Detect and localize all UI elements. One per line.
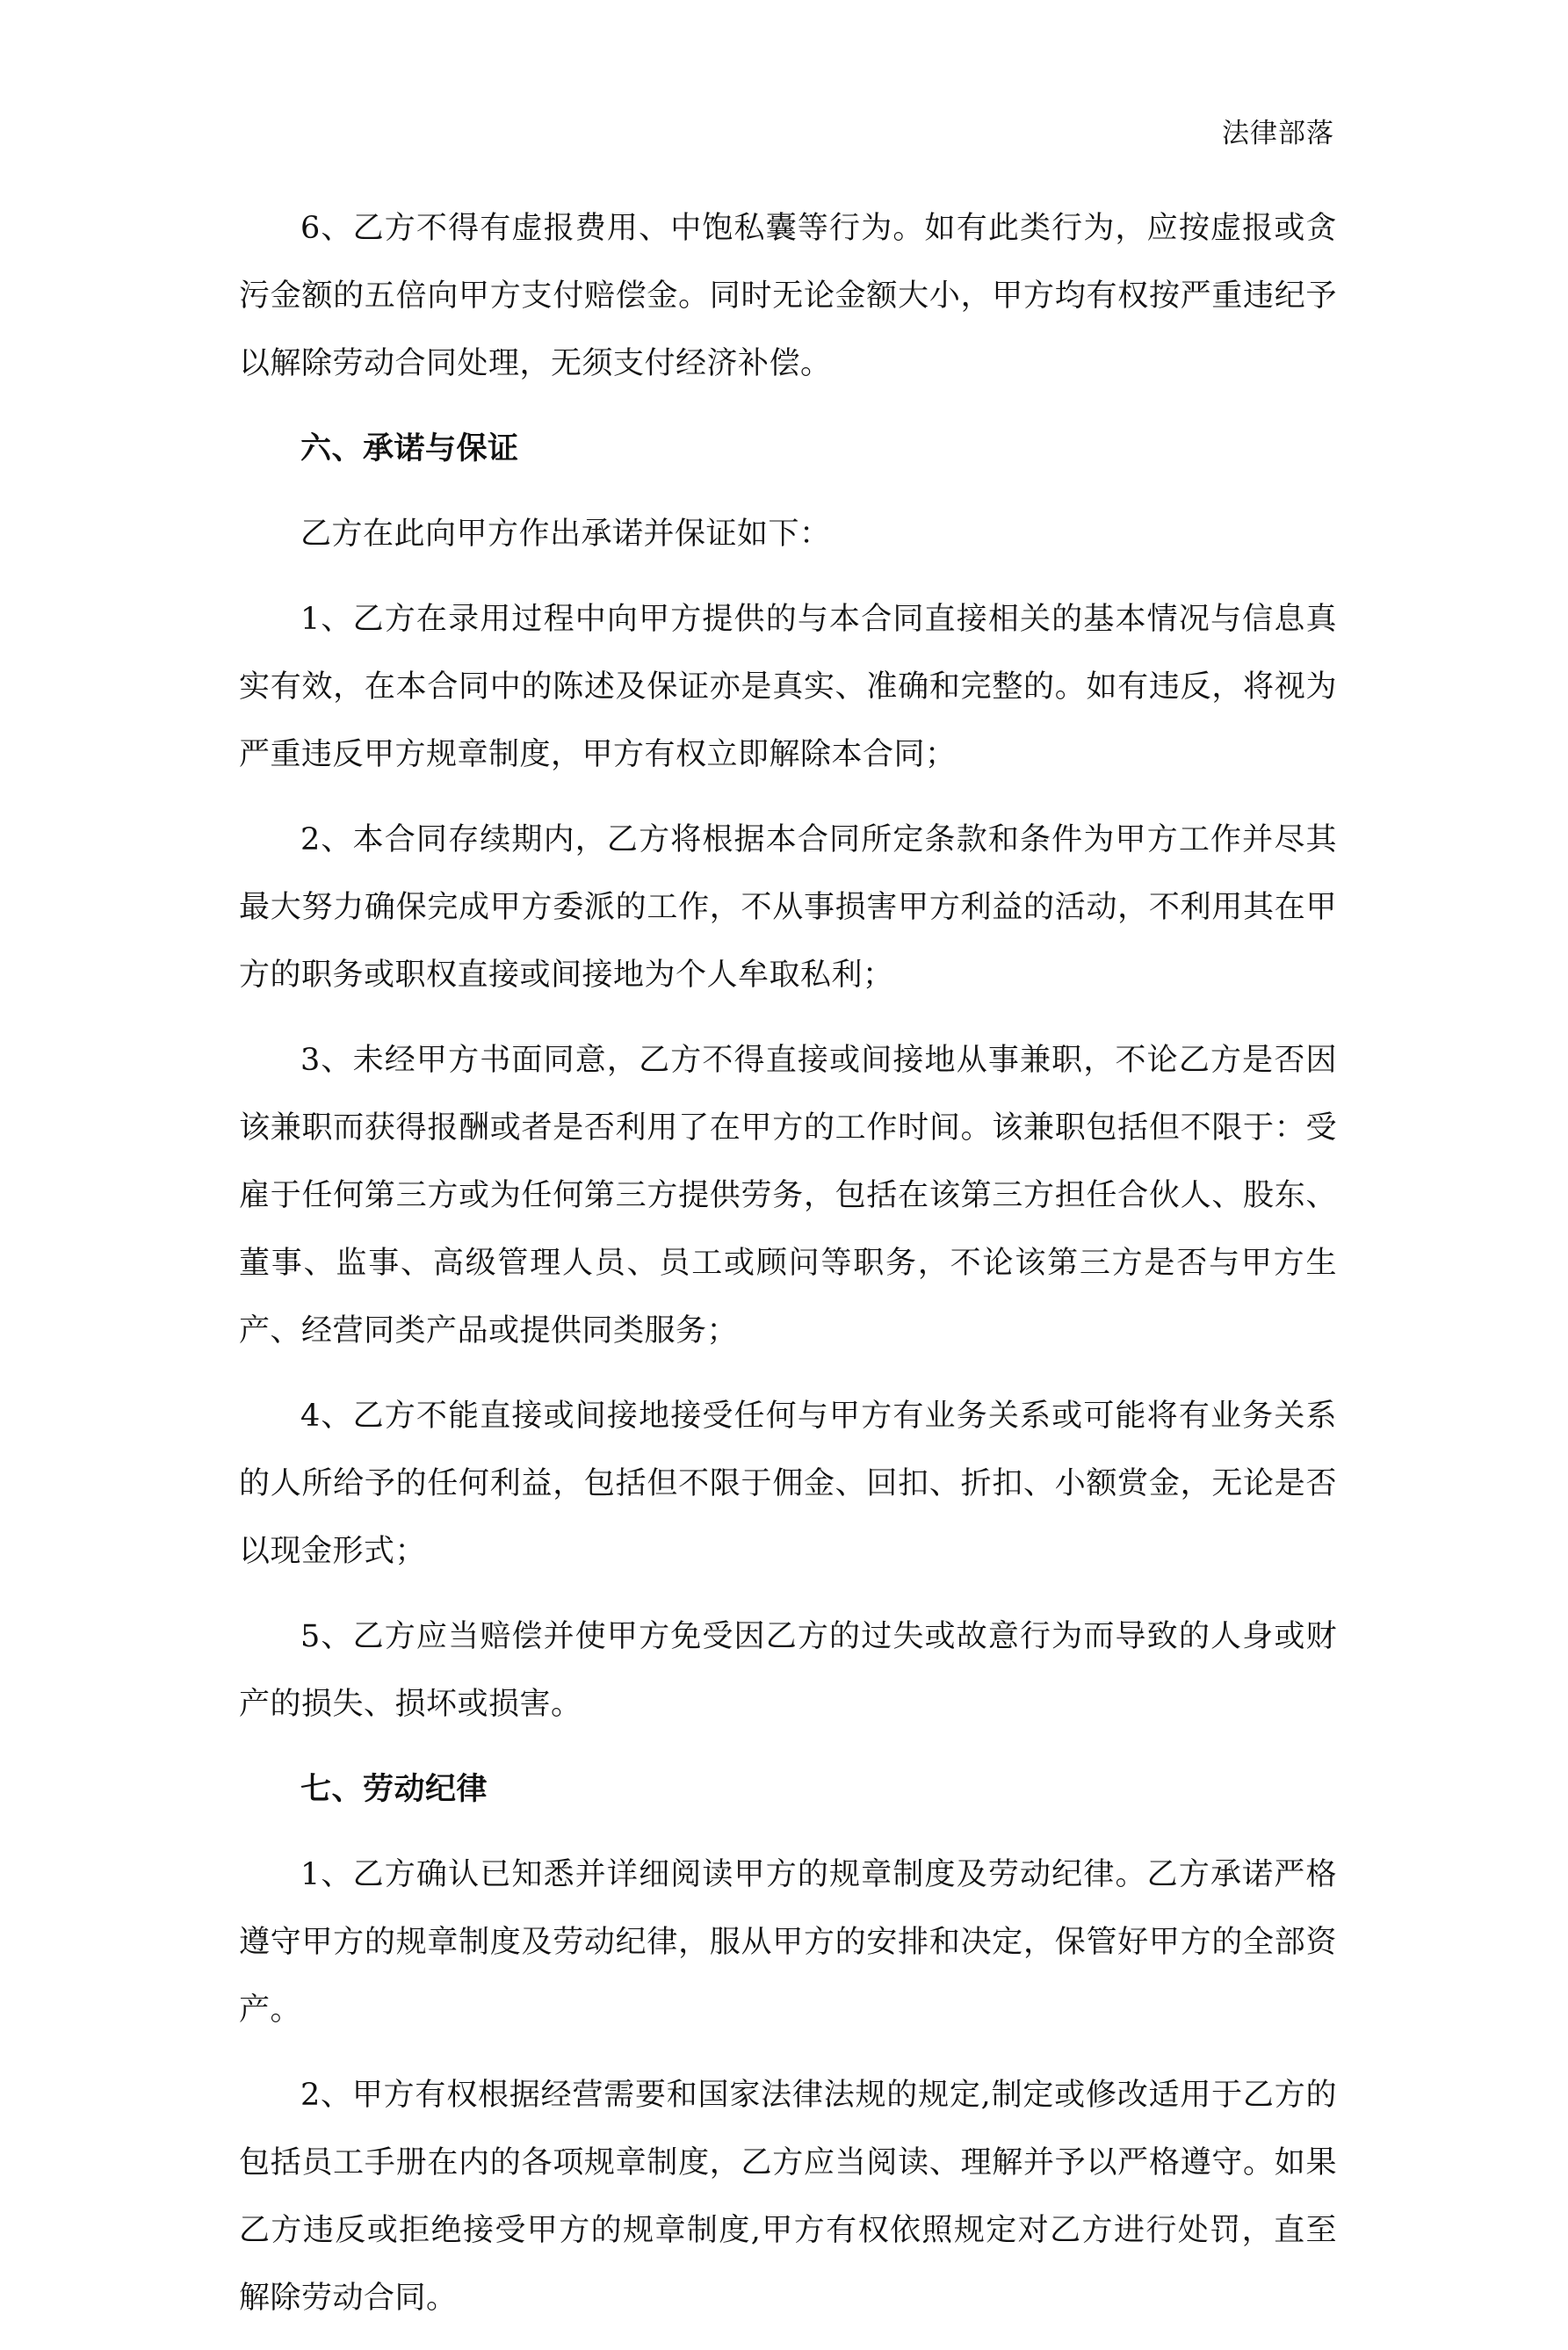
section-heading-6: 六、承诺与保证 [300,431,519,466]
document-body [239,195,1337,2350]
section-heading-7: 七、劳动纪律 [300,1772,488,1807]
clause-6-5: 5、乙方应当赔偿并使甲方免受因乙方的过失或故意行为而导致的人身或财产的损失、损坏或损害。 [239,1619,1337,1722]
page-header-brand: 法律部落 [1222,118,1334,149]
clause-6-4: 4、乙方不能直接或间接地接受任何与甲方有业务关系或可能将有业务关系的人所给予的任何利益，包括但不限于佣金、回扣、折扣、小额赏金，无论是否以现金形式； [239,1399,1337,1569]
clause-6-intro: 乙方在此向甲方作出承诺并保证如下： [300,517,831,552]
clause-6-1: 1、乙方在录用过程中向甲方提供的与本合同直接相关的基本情况与信息真实有效，在本合同中的陈述及保证亦是真实、准确和完整的。如有违反，将视为严重违反甲方规章制度，甲方有权立即解除本合同； [239,602,1337,772]
clause-6-2: 2、本合同存续期内，乙方将根据本合同所定条款和条件为甲方工作并尽其最大努力确保完成甲方委派的工作，不从事损害甲方利益的活动，不利用其在甲方的职务或职权直接或间接地为个人牟取私利； [239,822,1337,993]
clause-7-2: 2、甲方有权根据经营需要和国家法律法规的规定,制定或修改适用于乙方的包括员工手册在内的各项规章制度，乙方应当阅读、理解并予以严格遵守。如果乙方违反或拒绝接受甲方的规章制度,甲方有权依照规定对乙方进行处罚，直至解除劳动合同。 [239,2078,1337,2316]
clause-7-1: 1、乙方确认已知悉并详细阅读甲方的规章制度及劳动纪律。乙方承诺严格遵守甲方的规章制度及劳动纪律，服从甲方的安排和决定，保管好甲方的全部资产。 [239,1857,1337,2028]
clause-6-3: 3、未经甲方书面同意，乙方不得直接或间接地从事兼职，不论乙方是否因该兼职而获得报酬或者是否利用了在甲方的工作时间。该兼职包括但不限于：受雇于任何第三方或为任何第三方提供劳务，包括在该第三方担任合伙人、股东、董事、监事、高级管理人员、员工或顾问等职务，不论该第三方是否与甲方生产、经营同类产品或提供同类服务； [239,1043,1337,1349]
clause-5-6: 6、乙方不得有虚报费用、中饱私囊等行为。如有此类行为，应按虚报或贪污金额的五倍向甲方支付赔偿金。同时无论金额大小，甲方均有权按严重违纪予以解除劳动合同处理，无须支付经济补偿。 [239,211,1337,381]
